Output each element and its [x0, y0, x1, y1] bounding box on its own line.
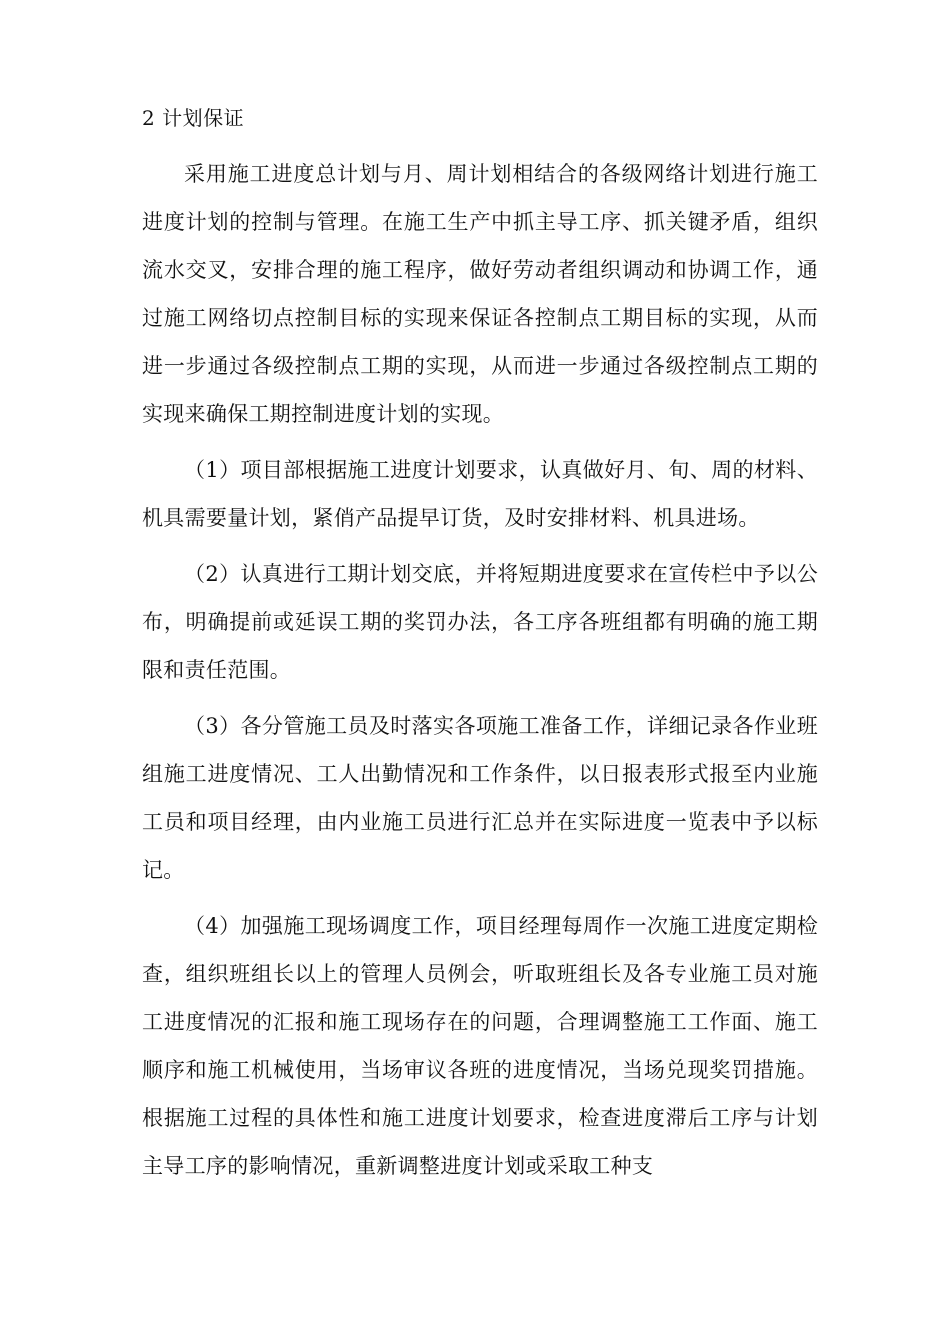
paragraph-item-3: （3）各分管施工员及时落实各项施工准备工作，详细记录各作业班组施工进度情况、工人出勤情况和工作条件，以日报表形式报至内业施工员和项目经理，由内业施工员进行汇总并在实际进度一览表中予以标记。: [142, 714, 818, 882]
document-body: [142, 100, 818, 1198]
paragraph-item-1: （1）项目部根据施工进度计划要求，认真做好月、旬、周的材料、机具需要量计划，紧俏产品提早订货，及时安排材料、机具进场。: [142, 458, 818, 530]
section-heading: 2 计划保证: [142, 106, 245, 130]
paragraph-item-2: （2）认真进行工期计划交底，并将短期进度要求在宣传栏中予以公布，明确提前或延误工期的奖罚办法，各工序各班组都有明确的施工期限和责任范围。: [142, 562, 818, 682]
paragraph-intro: 采用施工进度总计划与月、周计划相结合的各级网络计划进行施工进度计划的控制与管理。在施工生产中抓主导工序、抓关键矛盾，组织流水交叉，安排合理的施工程序，做好劳动者组织调动和协调工作，通过施工网络切点控制目标的实现来保证各控制点工期目标的实现，从而进一步通过各级控制点工期的实现，从而进一步通过各级控制点工期的实现来确保工期控制进度计划的实现。: [142, 162, 818, 426]
paragraph-item-4: （4）加强施工现场调度工作，项目经理每周作一次施工进度定期检查，组织班组长以上的管理人员例会，听取班组长及各专业施工员对施工进度情况的汇报和施工现场存在的问题，合理调整施工工作面、施工顺序和施工机械使用，当场审议各班的进度情况，当场兑现奖罚措施。根据施工过程的具体性和施工进度计划要求，检查进度滞后工序与计划主导工序的影响情况，重新调整进度计划或采取工种支: [142, 914, 818, 1178]
